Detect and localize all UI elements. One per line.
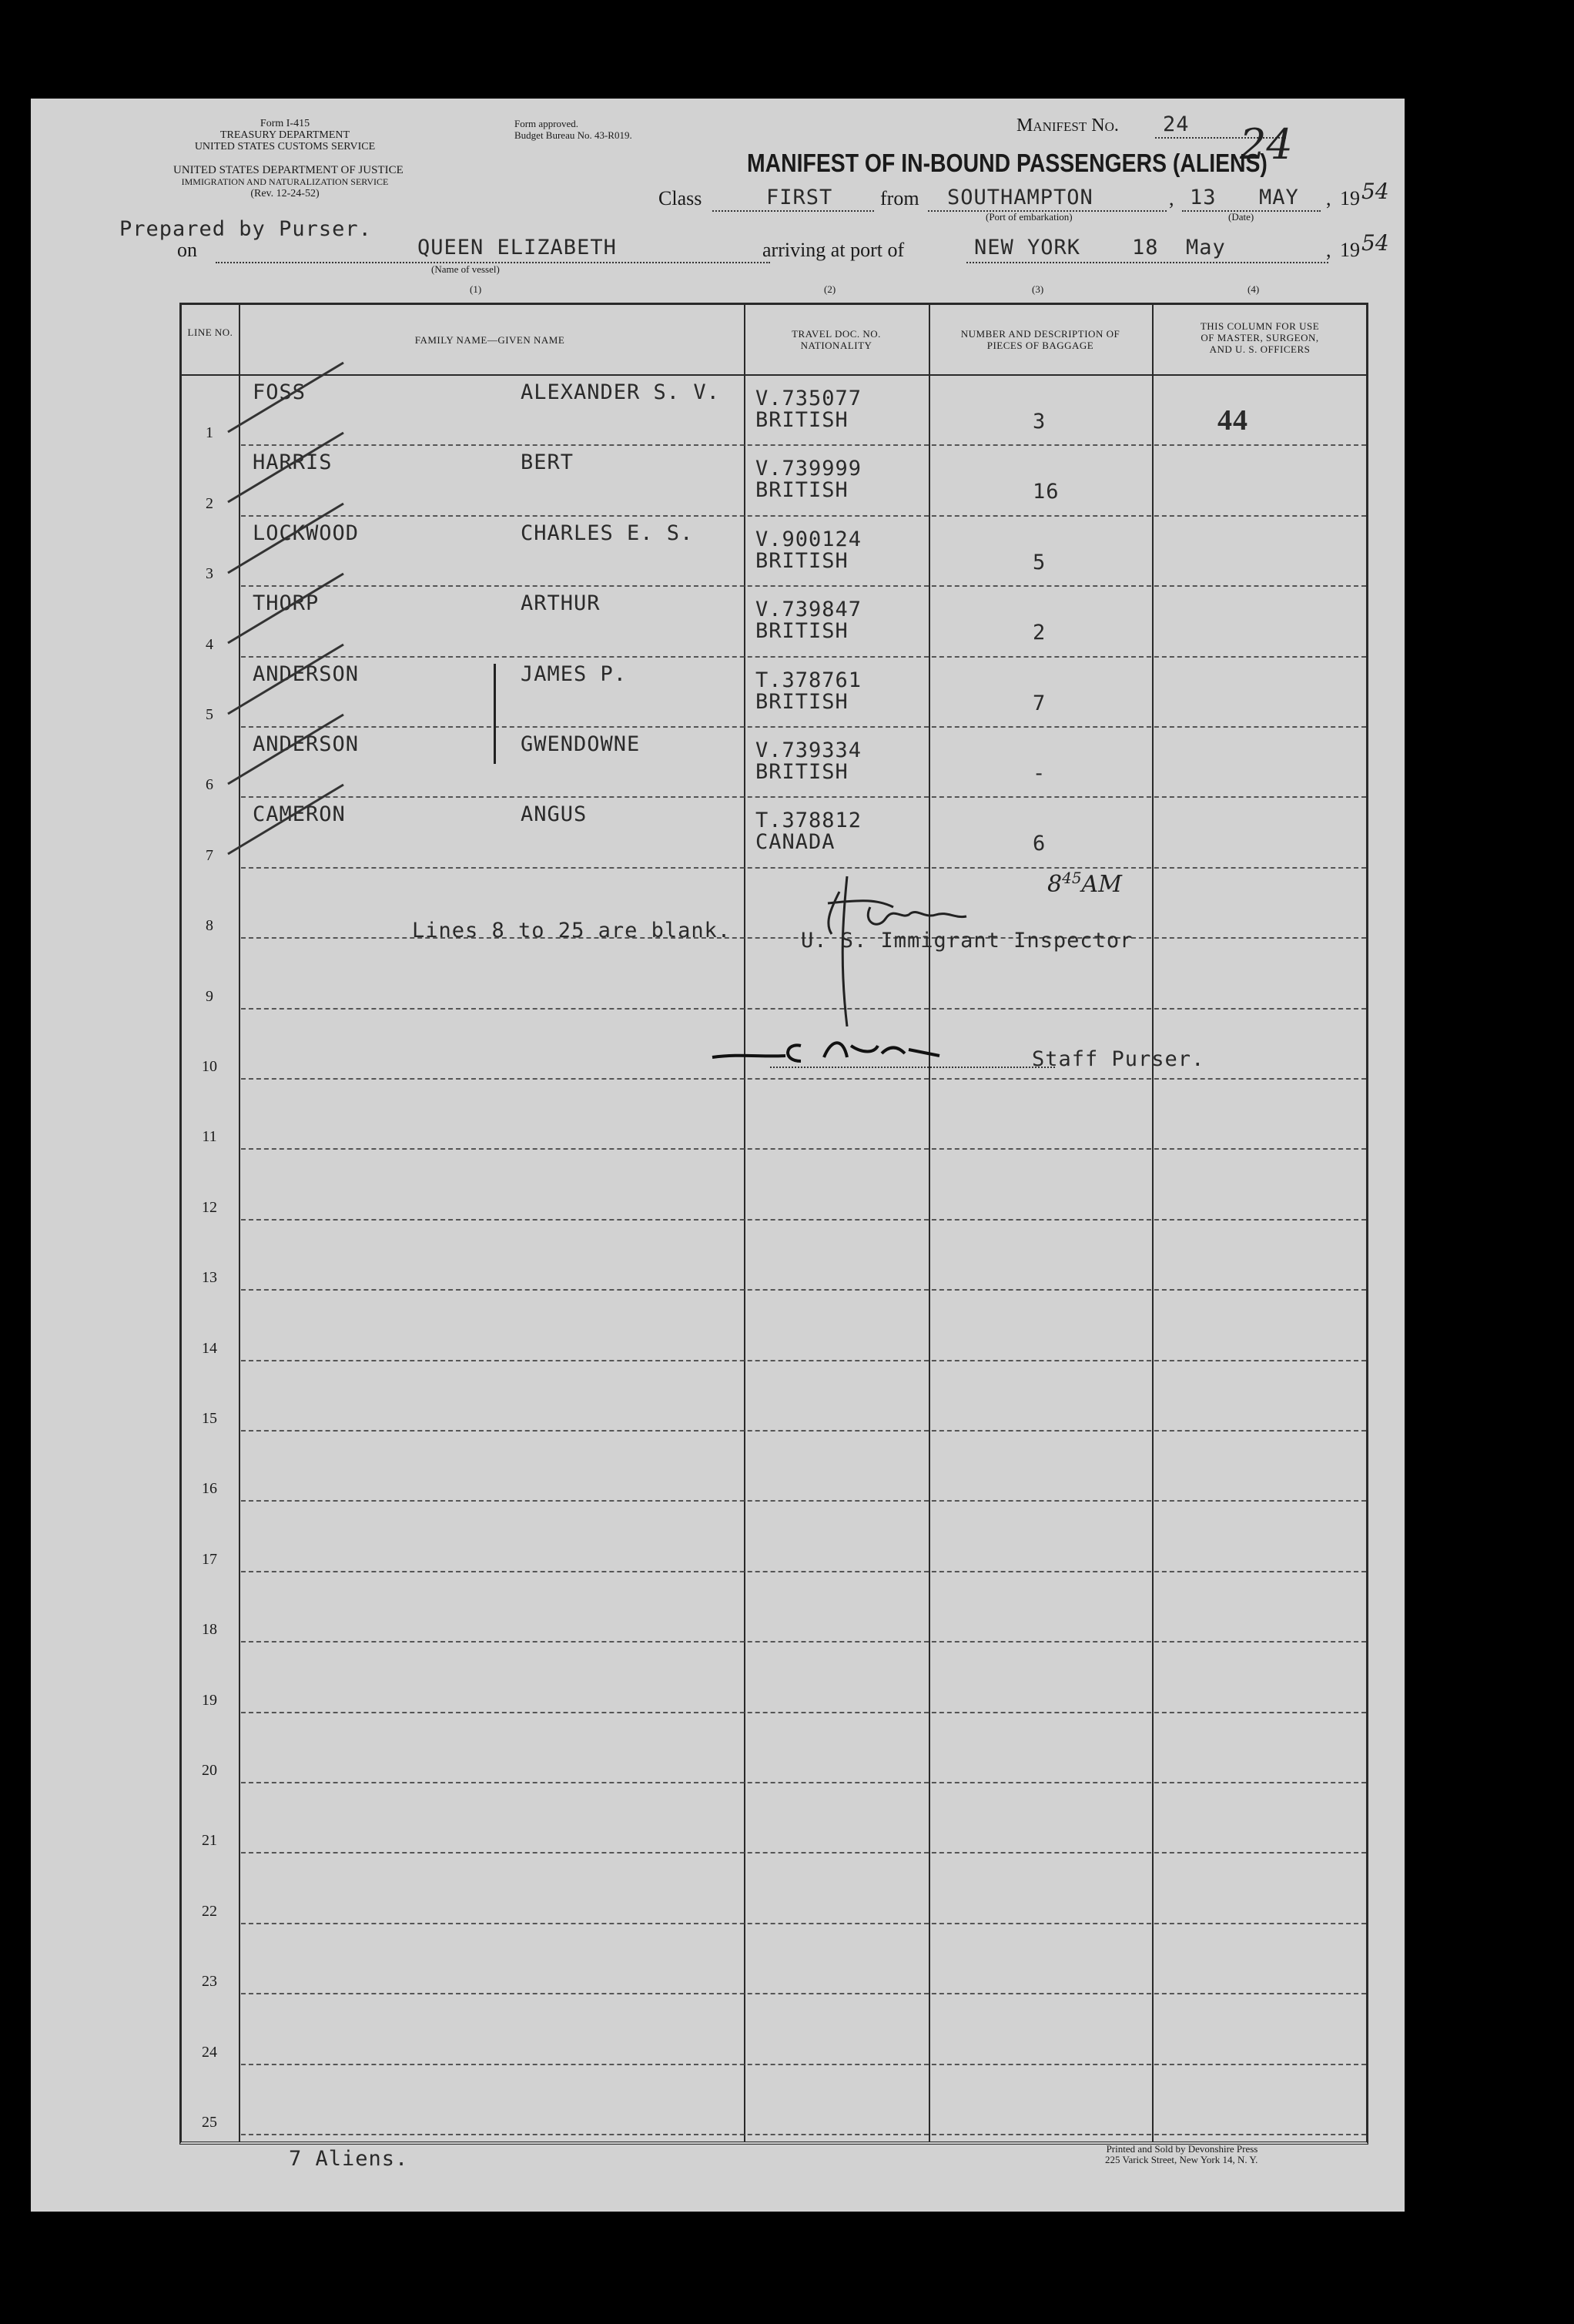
port-of-embarkation: SOUTHAMPTON — [947, 186, 1093, 209]
col-header-officers-line3: AND U. S. OFFICERS — [1209, 343, 1311, 355]
row-rule — [241, 1219, 1366, 1221]
family-name: CAMERON — [253, 802, 346, 827]
col-header-name: FAMILY NAME—GIVEN NAME — [414, 334, 565, 346]
line-number: 5 — [206, 706, 213, 723]
col-header-travel-doc — [748, 328, 925, 351]
ins-service: IMMIGRATION AND NATURALIZATION SERVICE — [181, 176, 389, 187]
depart-year: 54 — [1361, 179, 1389, 204]
check-mark — [220, 641, 351, 718]
family-name: HARRIS — [253, 450, 333, 475]
officer-note: 44 — [1217, 404, 1248, 437]
printer-info — [1105, 2144, 1258, 2165]
class-underline — [712, 210, 874, 212]
table-row — [182, 726, 1366, 796]
nationality: BRITISH — [755, 548, 849, 573]
col-header-nationality: NATIONALITY — [800, 340, 872, 351]
row-rule — [241, 1430, 1366, 1432]
nationality: BRITISH — [755, 619, 849, 644]
line-number: 7 — [206, 846, 213, 864]
table-row — [182, 515, 1366, 585]
approval-block — [514, 118, 632, 141]
line-number: 6 — [206, 776, 213, 794]
check-mark — [220, 711, 351, 788]
arriving-label: arriving at port of — [762, 239, 905, 261]
nationality: BRITISH — [755, 408, 849, 432]
travel-doc-number: T.378761 — [755, 668, 862, 692]
inspector-time-minutes: 45 — [1062, 869, 1082, 887]
table-row — [182, 656, 1366, 726]
justice-block — [173, 164, 404, 199]
purser-signature — [708, 1026, 1001, 1073]
col-header-officers — [1156, 320, 1364, 355]
comma: , — [1326, 187, 1331, 209]
line-number: 9 — [206, 987, 213, 1005]
col-number-4: (4) — [1247, 283, 1260, 295]
family-name: ANDERSON — [253, 732, 360, 756]
line-number: 17 — [202, 1550, 217, 1568]
printer-line1: Printed and Sold by Devonshire Press — [1106, 2143, 1258, 2155]
check-mark — [220, 500, 351, 577]
inspector-title: U. S. Immigrant Inspector — [801, 929, 1134, 953]
travel-doc-number: V.739847 — [755, 598, 862, 622]
line-number: 22 — [202, 1902, 217, 1920]
row-rule — [241, 1078, 1366, 1080]
table-row — [182, 796, 1366, 866]
depart-month: MAY — [1259, 186, 1299, 209]
form-approved: Form approved. — [514, 118, 579, 129]
department-justice: UNITED STATES DEPARTMENT OF JUSTICE — [173, 164, 404, 176]
arrival-port: NEW YORK — [974, 236, 1081, 260]
col-header-travel-doc-line1: TRAVEL DOC. NO. — [792, 328, 881, 340]
family-bracket — [494, 664, 496, 764]
line-number: 1 — [206, 424, 213, 442]
manifest-label: Manifest No. — [1016, 116, 1119, 136]
prepared-by: Prepared by Purser. — [119, 217, 372, 241]
purser-title: Staff Purser. — [1032, 1047, 1205, 1071]
given-name: JAMES P. — [521, 661, 628, 686]
class-label: Class — [658, 187, 702, 209]
line-number: 23 — [202, 1973, 217, 1991]
col-header-baggage-line1: NUMBER AND DESCRIPTION OF — [960, 328, 1120, 340]
arrival-underline — [966, 262, 1328, 263]
port-caption: (Port of embarkation) — [986, 211, 1073, 223]
row-rule — [241, 1571, 1366, 1572]
department: TREASURY DEPARTMENT — [219, 129, 350, 141]
col-header-line-no: LINE NO. — [187, 326, 233, 338]
travel-doc-number: V.739334 — [755, 738, 862, 762]
row-rule — [241, 1148, 1366, 1150]
line-number: 20 — [202, 1762, 217, 1779]
nationality: BRITISH — [755, 689, 849, 714]
col-number-3: (3) — [1032, 283, 1044, 295]
service: UNITED STATES CUSTOMS SERVICE — [194, 141, 376, 152]
manifest-page — [31, 99, 1405, 2212]
table-row — [182, 444, 1366, 514]
row-rule — [241, 1993, 1366, 1994]
nationality: BRITISH — [755, 478, 849, 503]
baggage-count: 7 — [1033, 691, 1047, 715]
row-rule — [241, 1782, 1366, 1783]
given-name: BERT — [521, 450, 574, 475]
from-label: from — [880, 187, 919, 209]
col-header-officers-line2: OF MASTER, SURGEON, — [1201, 332, 1319, 343]
row-rule — [241, 1923, 1366, 1924]
line-number: 25 — [202, 2114, 217, 2131]
arrival-day: 18 — [1132, 236, 1159, 260]
col-header-baggage — [933, 328, 1148, 351]
row-rule — [241, 1289, 1366, 1291]
line-number: 19 — [202, 1691, 217, 1709]
travel-doc-number: V.900124 — [755, 527, 862, 551]
row-rule — [241, 1641, 1366, 1643]
family-name: LOCKWOOD — [253, 521, 360, 545]
line-number: 13 — [202, 1269, 217, 1287]
line-number: 16 — [202, 1480, 217, 1498]
form-number-block — [185, 118, 385, 152]
depart-day: 13 — [1190, 186, 1217, 209]
nationality: BRITISH — [755, 760, 849, 784]
line-number: 18 — [202, 1621, 217, 1639]
given-name: GWENDOWNE — [521, 732, 641, 756]
line-number: 12 — [202, 1198, 217, 1216]
arrival-year: 54 — [1361, 230, 1389, 256]
page-title: MANIFEST OF IN-BOUND PASSENGERS (ALIENS) — [747, 149, 1268, 177]
table-row — [182, 585, 1366, 655]
vessel-name: QUEEN ELIZABETH — [417, 236, 617, 260]
row-rule — [241, 2064, 1366, 2065]
date-caption: (Date) — [1228, 211, 1254, 223]
manifest-number: 24 — [1163, 112, 1190, 136]
travel-doc-number: V.739999 — [755, 457, 862, 481]
baggage-count: 3 — [1033, 410, 1047, 434]
given-name: CHARLES E. S. — [521, 521, 694, 545]
inspector-time-hour: 8 — [1047, 871, 1063, 898]
baggage-count: 16 — [1033, 480, 1060, 504]
inspector-time-ampm: AM — [1081, 871, 1122, 898]
comma: , — [1169, 187, 1174, 209]
line-number: 21 — [202, 1832, 217, 1850]
baggage-count: - — [1033, 762, 1047, 785]
blank-lines-note: Lines 8 to 25 are blank. — [412, 919, 732, 943]
manifest-number-handwritten: 24 — [1240, 120, 1293, 169]
check-mark — [220, 429, 351, 506]
col-header-baggage-line2: PIECES OF BAGGAGE — [986, 340, 1094, 351]
line-number: 8 — [206, 917, 213, 935]
family-name: THORP — [253, 591, 320, 616]
line-number: 24 — [202, 2043, 217, 2061]
check-mark — [220, 570, 351, 647]
travel-doc-number: T.378812 — [755, 809, 862, 833]
col-header-officers-line1: THIS COLUMN FOR USE — [1200, 320, 1320, 332]
baggage-count: 6 — [1033, 832, 1047, 856]
line-number: 15 — [202, 1410, 217, 1427]
form-revision: (Rev. 12-24-52) — [250, 188, 320, 199]
comma: , — [1326, 239, 1331, 261]
inspector-time — [1047, 869, 1122, 898]
row-rule — [241, 1852, 1366, 1854]
on-label: on — [177, 239, 197, 261]
manifest-table — [179, 303, 1368, 2145]
arrival-month: May — [1186, 236, 1226, 260]
form-number: Form I-415 — [260, 118, 310, 129]
row-rule — [241, 1500, 1366, 1502]
arrival-year-prefix: 19 — [1340, 239, 1360, 261]
vessel-caption: (Name of vessel) — [431, 263, 500, 275]
given-name: ARTHUR — [521, 591, 601, 616]
line-number: 2 — [206, 494, 213, 512]
baggage-count: 5 — [1033, 550, 1047, 574]
row-rule — [241, 2134, 1366, 2135]
table-row — [182, 374, 1366, 444]
row-rule — [241, 1360, 1366, 1361]
family-name: FOSS — [253, 380, 306, 404]
travel-doc-number: V.735077 — [755, 387, 862, 410]
family-name: ANDERSON — [253, 661, 360, 686]
line-number: 4 — [206, 635, 213, 653]
total-aliens: 7 Aliens. — [289, 2147, 409, 2171]
baggage-count: 2 — [1033, 621, 1047, 645]
line-number: 3 — [206, 565, 213, 583]
col-number-2: (2) — [824, 283, 836, 295]
check-mark — [220, 359, 351, 436]
line-number: 11 — [202, 1128, 217, 1146]
row-rule — [241, 1712, 1366, 1713]
budget-bureau: Budget Bureau No. 43-R019. — [514, 129, 632, 141]
printer-line2: 225 Varick Street, New York 14, N. Y. — [1105, 2154, 1258, 2165]
nationality: CANADA — [755, 830, 836, 855]
line-number: 10 — [202, 1058, 217, 1075]
class-value: FIRST — [766, 186, 833, 209]
depart-year-prefix: 19 — [1340, 187, 1360, 209]
check-mark — [220, 781, 351, 858]
given-name: ANGUS — [521, 802, 588, 827]
col-number-1: (1) — [470, 283, 482, 295]
purser-underline — [770, 1067, 1055, 1068]
line-number: 14 — [202, 1339, 217, 1357]
given-name: ALEXANDER S. V. — [521, 380, 720, 404]
